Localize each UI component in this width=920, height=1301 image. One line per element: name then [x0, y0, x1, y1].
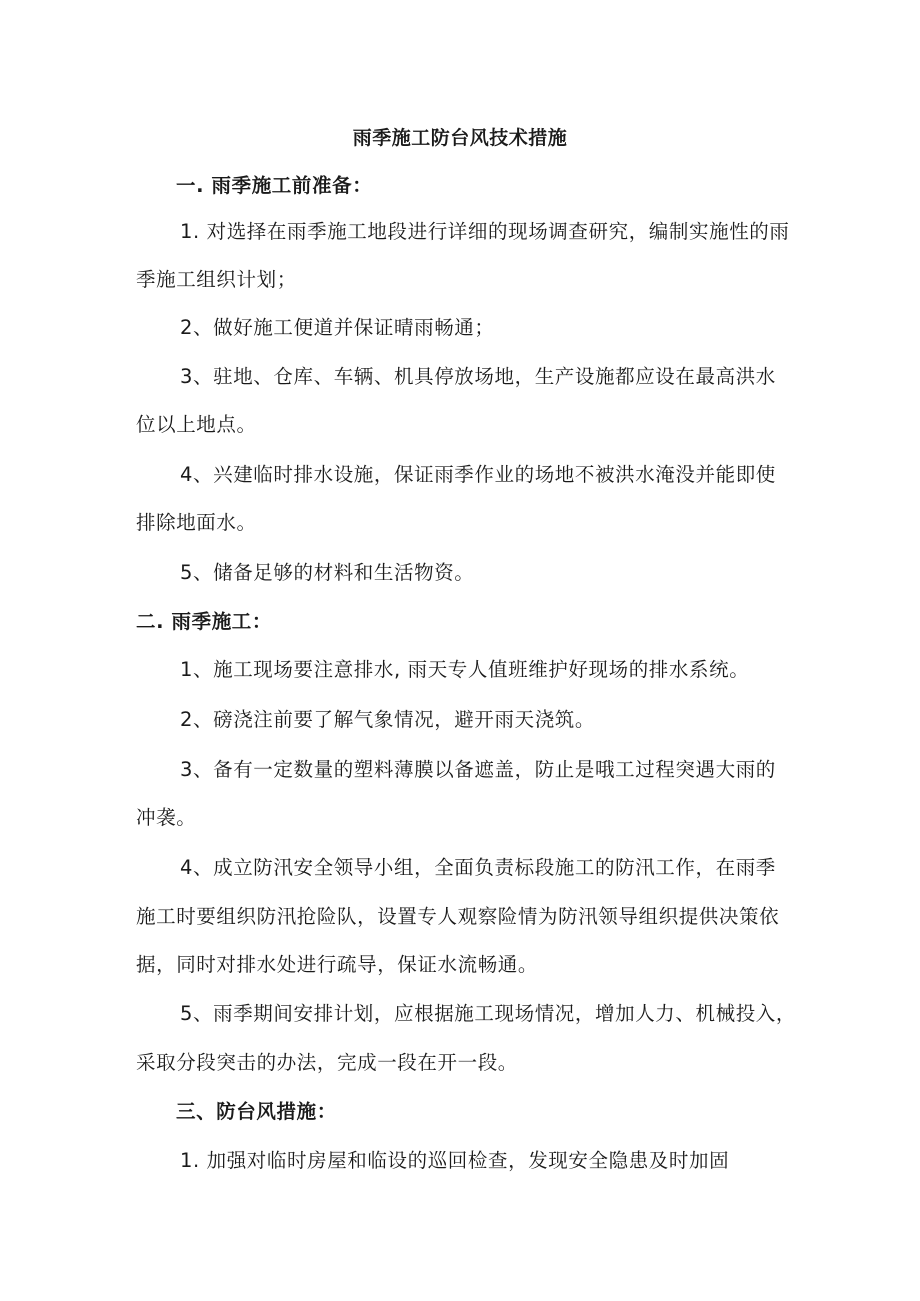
paragraph-2-3-line-2: 冲袭。	[136, 806, 197, 829]
paragraph-1-4-line-2: 排除地面水。	[136, 511, 257, 534]
paragraph-2-4-line-2: 施工时要组织防汛抢险队，设置专人观察险情为防汛领导组织提供决策依	[136, 905, 780, 928]
paragraph-1-4-line-1: 4、兴建临时排水设施，保证雨季作业的场地不被洪水淹没并能即使	[180, 463, 776, 486]
section-heading-3: 三、防台风措施：	[176, 1100, 337, 1123]
paragraph-2-1-line-1: 1、施工现场要注意排水, 雨天专人值班维护好现场的排水系统。	[180, 658, 750, 681]
paragraph-1-3-line-1: 3、驻地、仓库、车辆、机具停放场地，生产设施都应设在最高洪水	[180, 365, 776, 388]
paragraph-2-2-line-1: 2、磅浇注前要了解气象情况，避开雨天浇筑。	[180, 708, 596, 731]
paragraph-1-5-line-1: 5、储备足够的材料和生活物资。	[180, 561, 475, 584]
section-heading-1: 一. 雨季施工前准备：	[176, 174, 373, 197]
paragraph-2-3-line-1: 3、备有一定数量的塑料薄膜以备遮盖，防止是哦工过程突遇大雨的	[180, 758, 776, 781]
paragraph-2-5-line-1: 5、雨季期间安排计划，应根据施工现场情况，增加人力、机械投入，	[180, 1002, 797, 1025]
paragraph-2-5-line-2: 采取分段突击的办法，完成一段在开一段。	[136, 1051, 518, 1074]
paragraph-2-4-line-1: 4、成立防汛安全领导小组，全面负责标段施工的防汛工作，在雨季	[180, 856, 776, 879]
paragraph-2-4-line-3: 据，同时对排水处进行疏导，保证水流畅通。	[136, 953, 539, 976]
section-heading-2: 二. 雨季施工：	[136, 610, 272, 633]
paragraph-1-1-line-2: 季施工组织计划；	[136, 268, 297, 291]
paragraph-3-1-line-1: 1. 加强对临时房屋和临设的巡回检查，发现安全隐患及时加固	[180, 1149, 730, 1172]
paragraph-1-2-line-1: 2、做好施工便道并保证晴雨畅通；	[180, 316, 495, 339]
paragraph-1-1-line-1: 1. 对选择在雨季施工地段进行详细的现场调查研究，编制实施性的雨	[180, 220, 790, 243]
document-title: 雨季施工防台风技术措施	[352, 127, 568, 149]
paragraph-1-3-line-2: 位以上地点。	[136, 413, 257, 436]
